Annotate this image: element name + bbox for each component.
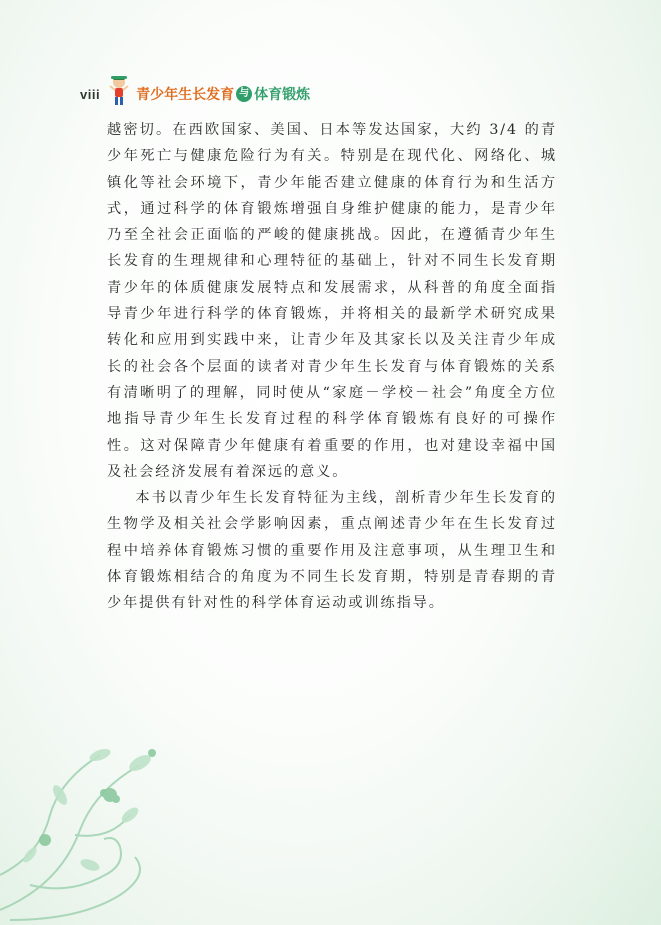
book-title [136, 84, 310, 104]
book-title-part1: 青少年生长发育 [136, 87, 235, 103]
child-mascot-icon [108, 73, 130, 107]
paragraph: 越密切。在西欧国家、美国、日本等发达国家，大约 3/4 的青少年死亡与健康危险行为有关。特别是在现代化、网络化、城镇化等社会环境下，青少年能否建立健康的体育行为和生活方式，通过科学的体育锻炼增强自身维护健康的能力，是青少年乃至全社会正面临的严峻的健康挑战。因此，在遵循青少年生长发育的生理规律和心理特征的基础上，针对不同生长发育期青少年的体质健康发展特点和发展需求，从科普的角度全面指导青少年进行科学的体育锻炼，并将相关的最新学术研究成果转化和应用到实践中来，让青少年及其家长以及关注青少年成长的社会各个层面的读者对青少年生长发育与体育锻炼的关系有清晰明了的理解，同时使从“家庭－学校－社会”角度全方位地指导青少年生长发育过程的科学体育锻炼有良好的可操作性。这对保障青少年健康有着重要的作用，也对建设幸福中国及社会经济发展有着深远的意义。 [107, 122, 557, 480]
and-badge-icon: 与 [236, 86, 252, 102]
page-number: viii [80, 86, 101, 102]
floral-vine-decoration [0, 735, 200, 925]
body-text [107, 117, 557, 617]
book-title-part2: 体育锻炼 [254, 87, 311, 103]
paragraph: 本书以青少年生长发育特征为主线，剖析青少年生长发育的生物学及相关社会学影响因素，重点阐述青少年在生长发育过程中培养体育锻炼习惯的重要作用及注意事项，从生理卫生和体育锻炼相结合的角度为不同生长发育期，特别是青春期的青少年提供有针对性的科学体育运动或训练指导。 [107, 490, 557, 612]
running-header [80, 72, 310, 108]
